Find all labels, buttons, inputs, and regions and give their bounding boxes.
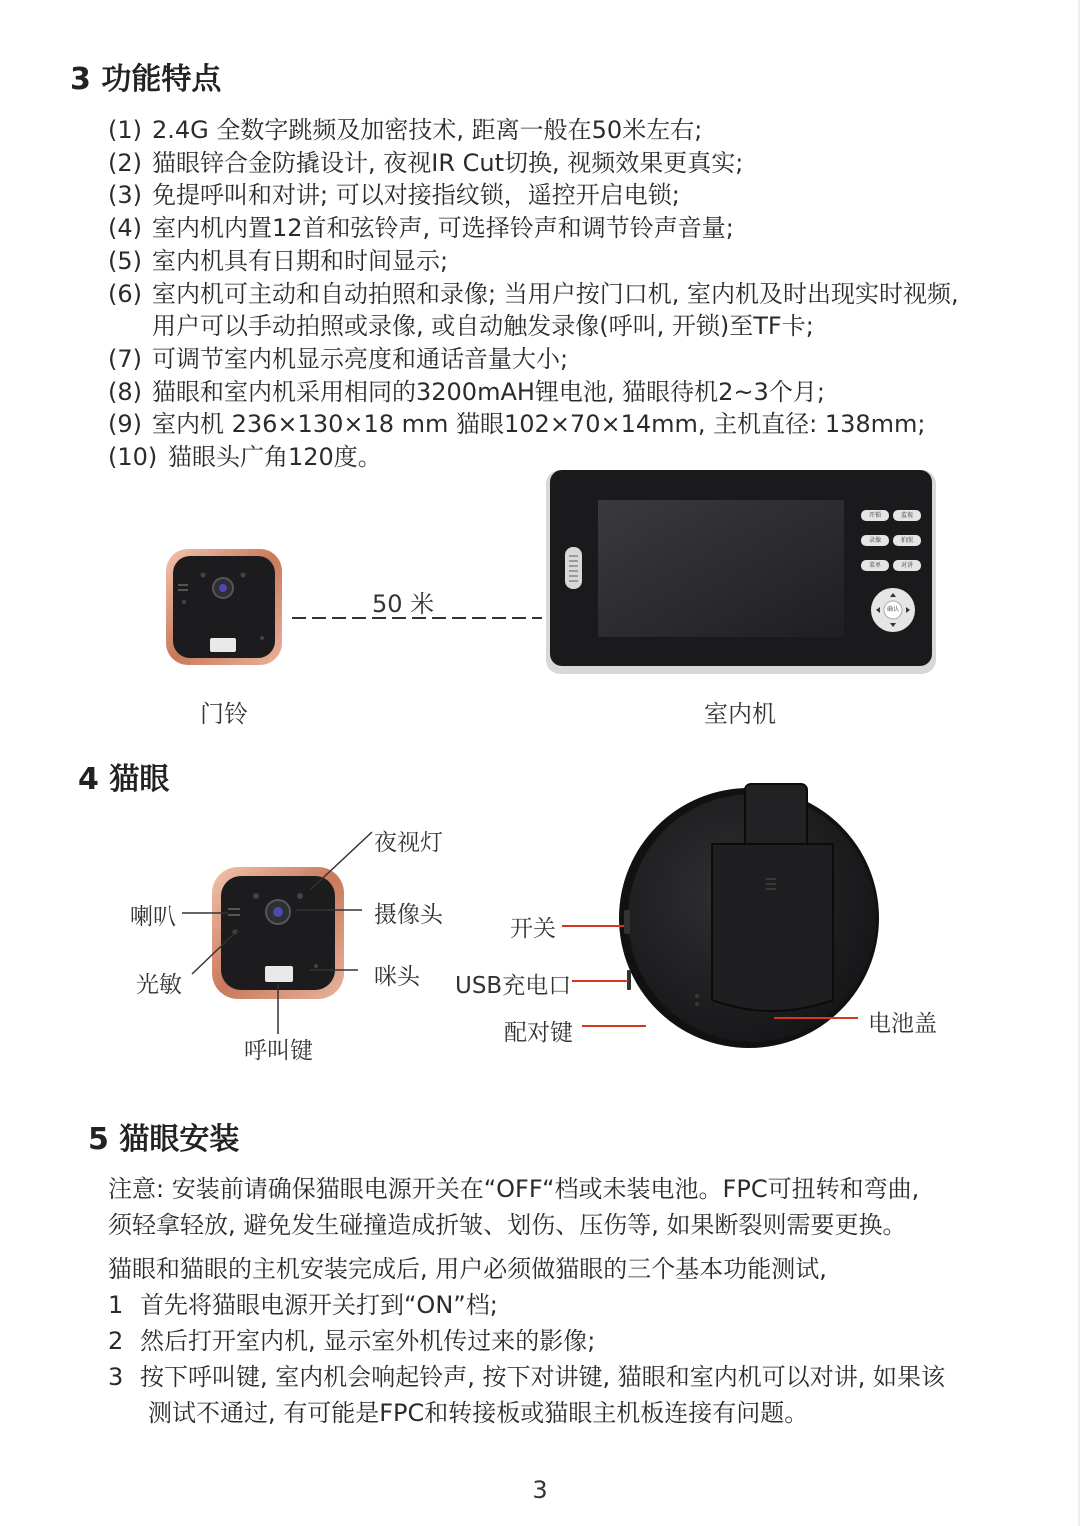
list-item: (3) 免提呼叫和对讲; 可以对接指纹锁，遥控开启电锁;: [108, 181, 680, 210]
label-usb-port: USB充电口: [455, 973, 572, 999]
install-intro: 猫眼和猫眼的主机安装完成后, 用户必须做猫眼的三个基本功能测试,: [108, 1255, 827, 1283]
install-note: [108, 1171, 919, 1243]
list-item: (2) 猫眼锌合金防撬设计, 夜视IR Cut切换, 视频效果更真实;: [108, 148, 744, 177]
list-item: 1 首先将猫眼电源开关打到“ON”档;: [108, 1291, 498, 1319]
button-label-monitor: 监视: [900, 512, 913, 519]
section-4-heading: 4 猫眼: [78, 762, 170, 797]
dpad-center-label: 确认: [886, 606, 899, 613]
label-night-light: 夜视灯: [374, 830, 443, 856]
list-item: (5) 室内机具有日期和时间显示;: [108, 246, 449, 275]
install-steps: [108, 1251, 945, 1431]
button-label-photo: 拍照: [900, 537, 913, 544]
button-label-unlock: 开锁: [868, 512, 881, 519]
button-label-record: 录像: [868, 537, 881, 544]
list-item: (7) 可调节室内机显示亮度和通话音量大小;: [108, 344, 569, 373]
list-item: (1) 2.4G 全数字跳频及加密技术, 距离一般在50米左右;: [108, 116, 703, 144]
label-switch: 开关: [510, 916, 556, 942]
peephole-front-device: [212, 867, 344, 999]
list-item: 3 按下呼叫键, 室内机会响起铃声, 按下对讲键, 猫眼和室内机可以对讲, 如果该: [108, 1363, 946, 1391]
label-call-key: 呼叫键: [244, 1038, 313, 1064]
label-camera: 摄像头: [374, 902, 443, 928]
list-item: (6) 室内机可主动和自动拍照和录像; 当用户按门口机, 室内机及时出现实时视频,: [108, 279, 959, 308]
label-light-sensor: 光敏: [136, 972, 182, 998]
label-mic: 咪头: [374, 964, 420, 990]
list-item: (4) 室内机内置12首和弦铃声, 可选择铃声和调节铃声音量;: [108, 214, 734, 243]
section-5-heading: 5 猫眼安装: [88, 1122, 240, 1157]
list-item-continuation: 测试不通过, 有可能是FPC和转接板或猫眼主机板连接有问题。: [148, 1399, 809, 1427]
section-3-heading: 3 功能特点: [70, 62, 222, 97]
note-line-1: 注意: 安装前请确保猫眼电源开关在“OFF“档或未装电池。FPC可扭转和弯曲,: [108, 1175, 920, 1203]
note-line-2: 须轻拿轻放, 避免发生碰撞造成折皱、划伤、压伤等, 如果断裂则需要更换。: [108, 1211, 907, 1239]
list-item: (9) 室内机 236×130×18 mm 猫眼102×70×14mm, 主机直径: 138mm;: [108, 410, 926, 439]
button-label-menu: 菜单: [868, 562, 881, 569]
indoor-unit-device: [546, 470, 936, 674]
list-item: (10) 猫眼头广角120度。: [108, 443, 382, 472]
list-item: 2 然后打开室内机, 显示室外机传过来的影像;: [108, 1327, 596, 1355]
doorbell-caption: 门铃: [200, 700, 248, 728]
label-battery-cover: 电池盖: [868, 1011, 937, 1037]
label-pair-key: 配对键: [504, 1020, 573, 1046]
distance-label: 50 米: [372, 590, 435, 618]
doorbell-device: [166, 549, 282, 665]
list-item-continuation: 用户可以手动拍照或录像, 或自动触发录像(呼叫, 开锁)至TF卡;: [152, 312, 814, 341]
indoor-unit-caption: 室内机: [704, 700, 776, 728]
list-item: (8) 猫眼和室内机采用相同的3200mAH锂电池, 猫眼待机2~3个月;: [108, 377, 825, 406]
product-illustration: [0, 460, 1080, 730]
button-label-talk: 对讲: [900, 562, 913, 569]
page-number: 3: [532, 1476, 548, 1504]
feature-list: [108, 114, 1058, 474]
peephole-back-device: [619, 784, 879, 1048]
label-speaker: 喇叭: [130, 904, 176, 930]
